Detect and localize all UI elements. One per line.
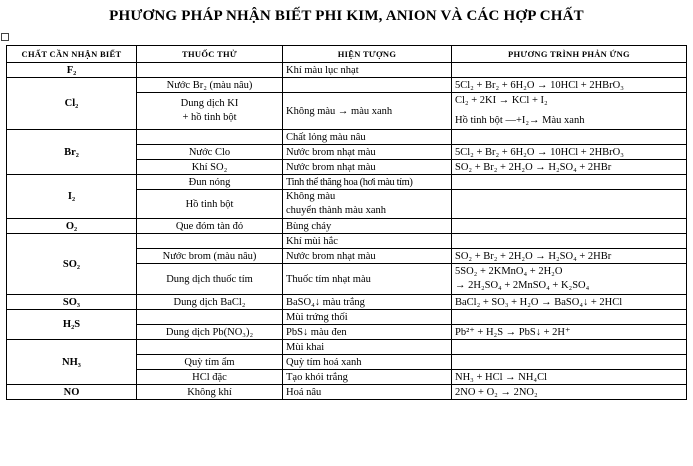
table-row — [7, 340, 687, 355]
equation-cell: Pb²⁺ + H₂S → PbS↓ + 2H⁺ — [452, 325, 687, 340]
equation-cell: SO₂ + Br₂ + 2H₂O → H₂SO₄ + 2HBr — [452, 249, 687, 264]
phenomenon-cell: Không màu → màu xanh — [283, 93, 452, 130]
table-row — [7, 175, 687, 190]
reagent-cell — [137, 63, 283, 78]
substance-cell: H₂S — [7, 310, 137, 340]
phenomenon-cell: Mùi khai — [283, 340, 452, 355]
equation-line: Cl₂ + 2KI → KCl + I₂ — [455, 95, 548, 106]
equation-cell — [452, 264, 687, 295]
equation-cell — [452, 190, 687, 219]
reagent-cell: Nước Br₂ (màu nâu) — [137, 78, 283, 93]
page-title: PHƯƠNG PHÁP NHẬN BIẾT PHI KIM, ANION VÀ CÁC HỢP CHẤT — [109, 8, 584, 24]
equation-cell — [452, 355, 687, 370]
equation-cell — [452, 63, 687, 78]
phenomenon-line: Không màu — [286, 191, 336, 202]
table-row — [7, 130, 687, 145]
equation-cell: 5Cl₂ + Br₂ + 6H₂O → 10HCl + 2HBrO₃ — [452, 145, 687, 160]
substance-cell: SO₂ — [7, 234, 137, 295]
substance-cell: NH₃ — [7, 340, 137, 385]
reagent-cell: Nước Clo — [137, 145, 283, 160]
substance-cell: Br₂ — [7, 130, 137, 175]
table-anchor-icon — [1, 33, 9, 41]
phenomenon-cell: BaSO₄↓ màu trắng — [283, 295, 452, 310]
phenomenon-cell — [283, 78, 452, 93]
reagent-cell: Khí SO₂ — [137, 160, 283, 175]
header-substance: CHẤT CẦN NHẬN BIẾT — [7, 46, 137, 63]
reagent-cell — [137, 93, 283, 130]
equation-cell: SO₂ + Br₂ + 2H₂O → H₂SO₄ + 2HBr — [452, 160, 687, 175]
equation-cell: 2NO + O₂ → 2NO₂ — [452, 385, 687, 400]
table-row — [7, 63, 687, 78]
equation-line: → 2H₂SO₄ + 2MnSO₄ + K₂SO₄ — [455, 280, 590, 291]
table-row — [7, 78, 687, 93]
phenomenon-cell: Tạo khói trắng — [283, 370, 452, 385]
phenomenon-cell: Nước brom nhạt màu — [283, 145, 452, 160]
reagent-cell: HCl đặc — [137, 370, 283, 385]
substance-cell: I₂ — [7, 175, 137, 219]
equation-cell: 5Cl₂ + Br₂ + 6H₂O → 10HCl + 2HBrO₃ — [452, 78, 687, 93]
substance-cell: SO₃ — [7, 295, 137, 310]
reagent-line: + hồ tinh bột — [182, 112, 237, 123]
table-row — [7, 295, 687, 310]
reagent-cell: Dung dịch BaCl₂ — [137, 295, 283, 310]
phenomenon-cell: Thuốc tím nhạt màu — [283, 264, 452, 295]
equation-cell — [452, 93, 687, 130]
equation-cell: BaCl₂ + SO₃ + H₂O → BaSO₄↓ + 2HCl — [452, 295, 687, 310]
table-row — [7, 219, 687, 234]
phenomenon-cell: Mùi trứng thối — [283, 310, 452, 325]
equation-cell: NH₃ + HCl → NH₄Cl — [452, 370, 687, 385]
table-header-row — [7, 46, 687, 63]
identification-table — [6, 45, 687, 400]
phenomenon-cell: Nước brom nhạt màu — [283, 160, 452, 175]
substance-cell: F₂ — [7, 63, 137, 78]
equation-cell — [452, 340, 687, 355]
phenomenon-cell: Bùng cháy — [283, 219, 452, 234]
equation-cell — [452, 130, 687, 145]
equation-cell — [452, 175, 687, 190]
phenomenon-cell: Chất lỏng màu nâu — [283, 130, 452, 145]
reagent-cell — [137, 340, 283, 355]
reagent-cell: Quỳ tím ẩm — [137, 355, 283, 370]
substance-cell: NO — [7, 385, 137, 400]
reagent-cell: Nước brom (màu nâu) — [137, 249, 283, 264]
table-row — [7, 385, 687, 400]
phenomenon-cell: Tinh thể thăng hoa (hơi màu tím) — [283, 175, 452, 190]
reagent-cell: Đun nóng — [137, 175, 283, 190]
equation-cell — [452, 310, 687, 325]
reagent-cell — [137, 310, 283, 325]
phenomenon-cell: Khí màu lục nhạt — [283, 63, 452, 78]
phenomenon-cell — [283, 190, 452, 219]
reagent-cell: Hồ tinh bột — [137, 190, 283, 219]
phenomenon-cell: Quỳ tím hoá xanh — [283, 355, 452, 370]
table-row — [7, 234, 687, 249]
equation-cell — [452, 219, 687, 234]
equation-line: 5SO₂ + 2KMnO₄ + 2H₂O — [455, 266, 563, 277]
equation-line: Hồ tinh bột —+I₂→ Màu xanh — [455, 115, 585, 126]
phenomenon-cell: Nước brom nhạt màu — [283, 249, 452, 264]
equation-cell — [452, 234, 687, 249]
substance-cell: Cl₂ — [7, 78, 137, 130]
table-row — [7, 310, 687, 325]
reagent-cell — [137, 234, 283, 249]
phenomenon-line: chuyển thành màu xanh — [286, 205, 387, 216]
reagent-cell: Que đóm tàn đỏ — [137, 219, 283, 234]
phenomenon-cell: PbS↓ màu đen — [283, 325, 452, 340]
reagent-cell: Không khí — [137, 385, 283, 400]
reagent-cell: Dung dịch Pb(NO₃)₂ — [137, 325, 283, 340]
header-reagent: THUỐC THỬ — [137, 46, 283, 63]
header-phenomenon: HIỆN TƯỢNG — [283, 46, 452, 63]
substance-cell: O₂ — [7, 219, 137, 234]
phenomenon-cell: Khí mùi hắc — [283, 234, 452, 249]
reagent-cell: Dung dịch thuốc tím — [137, 264, 283, 295]
reagent-line: Dung dịch KI — [180, 98, 239, 109]
phenomenon-cell: Hoá nâu — [283, 385, 452, 400]
header-equation: PHƯƠNG TRÌNH PHẢN ỨNG — [452, 46, 687, 63]
reagent-cell — [137, 130, 283, 145]
